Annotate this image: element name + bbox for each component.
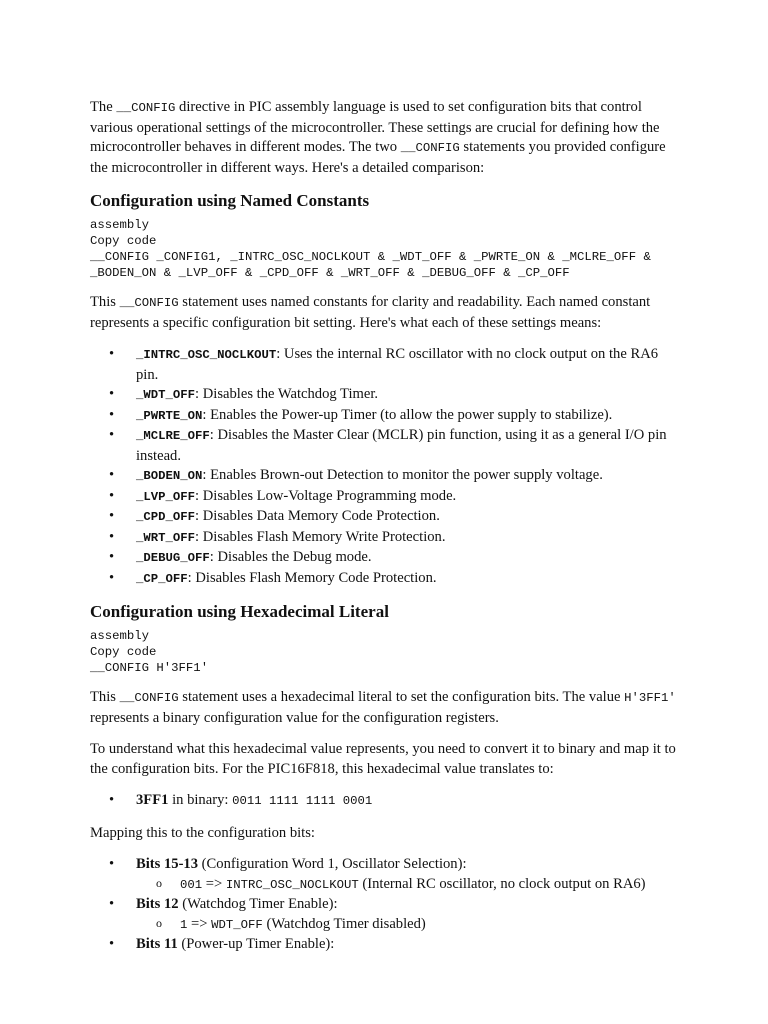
inline-code: __CONFIG <box>400 141 460 155</box>
sub-list <box>136 915 678 936</box>
intro-paragraph <box>90 98 678 178</box>
constant-name: _PWRTE_ON <box>136 408 203 423</box>
bit-range: Bits 15-13 <box>136 856 199 872</box>
constant-name: _WRT_OFF <box>136 530 196 545</box>
constant-description: : Enables Brown-out Detection to monitor the power supply voltage. <box>202 467 603 483</box>
code-block-named-constants <box>90 217 678 281</box>
hex-value: 3FF1 <box>136 792 169 808</box>
intro-text: statements you provided configure the microcontroller in different ways. Here's a detailed comparison: <box>90 139 666 176</box>
constant-name: _LVP_OFF <box>136 489 196 504</box>
binary-list <box>90 791 678 812</box>
constant-name: _DEBUG_OFF <box>136 551 210 565</box>
list-item <box>136 855 678 895</box>
paragraph-text: statement uses a hexadecimal literal to set the configuration bits. The value <box>178 689 625 705</box>
list-item <box>136 406 678 427</box>
copy-code-button[interactable]: Copy code <box>90 234 157 248</box>
bit-mapping-list <box>90 855 678 955</box>
inline-code: __CONFIG <box>116 101 176 115</box>
mapping-intro: Mapping this to the configuration bits: <box>90 824 315 841</box>
code-block-hex-literal <box>90 628 678 676</box>
constant-description: : Disables Data Memory Code Protection. <box>195 508 440 524</box>
arrow: => <box>202 875 226 892</box>
constant-description: : Disables Flash Memory Code Protection. <box>187 569 437 586</box>
code-language-label: assembly <box>90 218 150 232</box>
constant-name: _CP_OFF <box>136 571 188 586</box>
list-item <box>136 935 678 955</box>
inline-code: __CONFIG <box>119 296 179 310</box>
setting-description: (Watchdog Timer disabled) <box>262 915 426 932</box>
bit-description: (Configuration Word 1, Oscillator Selection): <box>198 856 467 872</box>
list-item <box>136 791 678 812</box>
constant-description: : Enables the Power-up Timer (to allow the power supply to stabilize). <box>202 406 613 423</box>
intro-text: directive in PIC assembly language is used to set configuration bits that control various operational settings of the microcontroller. These settings are crucial for defining how the microcontroller behaves in different modes. The two <box>90 99 660 155</box>
section-heading-named-constants: Configuration using Named Constants <box>90 191 370 210</box>
constant-description: : Disables the Master Clear (MCLR) pin function, using it as a general I/O pin instead. <box>136 427 667 464</box>
bit-value: 001 <box>180 877 203 892</box>
hex-literal-paragraph <box>90 688 678 728</box>
conversion-paragraph: To understand what this hexadecimal value represents, you need to convert it to binary and map it to the configuration bits. For the PIC16F818, this hexadecimal value translates to: <box>90 741 676 777</box>
code-line: _BODEN_ON & _LVP_OFF & _CPD_OFF & _WRT_OFF & _DEBUG_OFF & _CP_OFF <box>90 266 570 280</box>
constant-name: _MCLRE_OFF <box>136 429 210 443</box>
constant-description: : Uses the internal RC oscillator with no clock output on the RA6 pin. <box>136 346 659 383</box>
named-constants-list <box>90 345 678 589</box>
copy-code-button[interactable]: Copy code <box>90 645 157 659</box>
setting-description: (Internal RC oscillator, no clock output on RA6) <box>358 875 646 892</box>
constant-name: _INTRC_OSC_NOCLKOUT <box>136 348 277 362</box>
constant-name: _CPD_OFF <box>136 510 196 524</box>
section-heading-hex-literal: Configuration using Hexadecimal Literal <box>90 602 389 621</box>
named-constants-paragraph <box>90 293 678 333</box>
paragraph-text: statement uses named constants for clarity and readability. Each named constant represents a specific configuration bit setting. Here's what each of these settings means: <box>90 294 651 331</box>
sub-list-item <box>180 915 678 936</box>
list-item <box>136 466 678 487</box>
bit-value: 1 <box>180 917 188 932</box>
constant-name: _WDT_OFF <box>136 388 196 402</box>
sub-list <box>136 875 678 896</box>
code-line: __CONFIG _CONFIG1, _INTRC_OSC_NOCLKOUT & _WDT_OFF & _PWRTE_ON & _MCLRE_OFF & <box>90 250 651 264</box>
code-line: __CONFIG H'3FF1' <box>90 661 209 675</box>
constant-description: : Disables the Debug mode. <box>209 549 372 565</box>
constant-description: : Disables Low-Voltage Programming mode. <box>195 487 457 504</box>
intro-text: The <box>90 99 117 115</box>
list-item <box>136 895 678 935</box>
list-item <box>136 548 678 569</box>
bit-range: Bits 11 <box>136 936 178 952</box>
code-language-label: assembly <box>90 629 150 643</box>
list-item <box>136 507 678 528</box>
constant-description: : Disables Flash Memory Write Protection. <box>195 528 446 545</box>
list-item <box>136 528 678 549</box>
paragraph-text: represents a binary configuration value for the configuration registers. <box>90 709 499 726</box>
bit-description: (Watchdog Timer Enable): <box>178 896 338 912</box>
bit-description: (Power-up Timer Enable): <box>177 936 335 952</box>
list-item <box>136 426 678 466</box>
bit-range: Bits 12 <box>136 896 179 912</box>
sub-list-item <box>180 875 678 896</box>
paragraph-text: This <box>90 689 120 705</box>
list-item <box>136 487 678 508</box>
setting-name: INTRC_OSC_NOCLKOUT <box>225 877 359 892</box>
arrow: => <box>187 915 212 932</box>
setting-name: WDT_OFF <box>211 917 263 932</box>
constant-description: : Disables the Watchdog Timer. <box>195 386 379 402</box>
inline-code: __CONFIG <box>119 691 179 705</box>
inline-code: H'3FF1' <box>624 691 676 705</box>
list-item <box>136 569 678 590</box>
binary-value: 0011 1111 1111 0001 <box>232 794 373 808</box>
list-item-text: in binary: <box>168 792 233 808</box>
list-item <box>136 385 678 406</box>
paragraph-text: This <box>90 294 120 310</box>
list-item <box>136 345 678 385</box>
constant-name: _BODEN_ON <box>136 469 203 483</box>
